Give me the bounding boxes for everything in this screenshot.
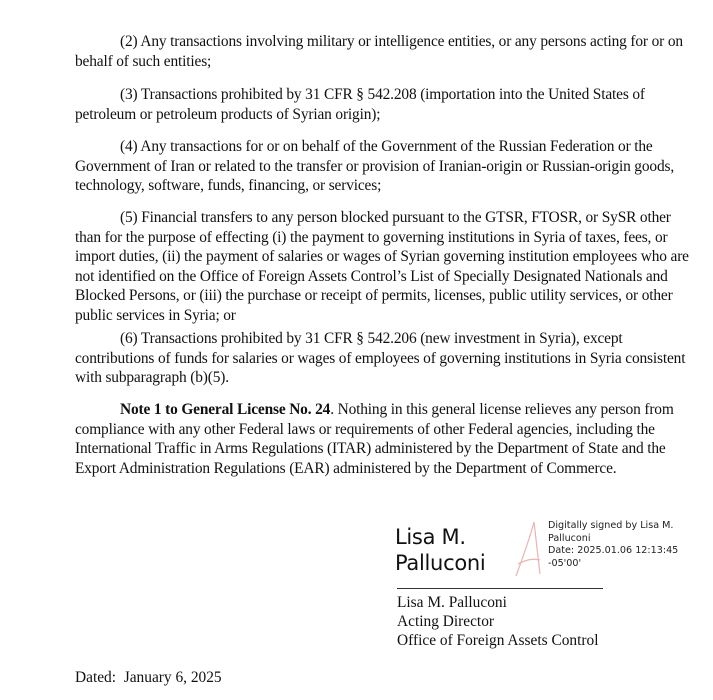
signature-line-1: Lisa M.	[395, 525, 466, 549]
note-paragraph	[75, 400, 690, 478]
signatory-title: Acting Director	[397, 613, 495, 630]
dated-value: January 6, 2025	[123, 669, 222, 686]
dated-line	[75, 668, 222, 687]
paragraph-text: Financial transfers to any person blocked pursuant to the GTSR, FTOSR, or SySR other than for the purpose of effecting (i) the payment to governing institutions in Syria of taxes, fees, or import duties, (ii) the payment of salaries or wages of Syrian governing institution employees who are not identified on the Office of Foreign Assets Control’s List of Specially Designated Nationals and Blocked Persons, or (iii) the purchase or receipt of permits, licenses, public utility services, or other public services in Syria; or	[75, 209, 689, 324]
dated-label: Dated:	[75, 669, 117, 686]
paragraph-3	[75, 85, 690, 124]
paragraph-6	[75, 329, 690, 388]
digital-timezone: -05'00'	[548, 557, 582, 569]
signature-line	[397, 588, 603, 589]
signature-line-2: Palluconi	[395, 551, 486, 575]
paragraph-number: (2)	[120, 33, 138, 50]
signatory-office: Office of Foreign Assets Control	[397, 632, 599, 649]
handwritten-signature	[395, 524, 485, 576]
note-text: . Nothing in this general license relieves any person from compliance with any other Federal laws or requirements of other Federal agencies, including the International Traffic in Arms Regulations (ITAR) administered by the Department of State and the Export Administration Regulations (EAR) administered by the Department of Commerce.	[75, 401, 674, 477]
paragraph-text: Transactions prohibited by 31 CFR § 542.208 (importation into the United States of petroleum or petroleum products of Syrian origin);	[75, 86, 645, 123]
paragraph-number: (5)	[120, 209, 138, 226]
note-title: Note 1 to General License No. 24	[120, 401, 331, 418]
paragraph-text: Any transactions for or on behalf of the Government of the Russian Federation or the Government of Iran or related to the transfer or provision of Iranian-origin or Russian-origin goods, technology, software, funds, financing, or services;	[75, 138, 675, 194]
paragraph-number: (6)	[120, 330, 138, 347]
paragraph-2	[75, 32, 690, 71]
digital-date: Date: 2025.01.06 12:13:45	[548, 545, 679, 556]
paragraph-number: (4)	[120, 138, 138, 155]
paragraph-number: (3)	[120, 86, 138, 103]
adobe-signature-mark-icon	[512, 520, 542, 580]
paragraph-text: Any transactions involving military or intelligence entities, or any persons acting for or on behalf of such entities;	[75, 33, 683, 70]
digital-signature-info	[548, 520, 708, 570]
digital-signed-by: Digitally signed by Lisa M.	[548, 520, 674, 531]
paragraph-5	[75, 208, 690, 325]
signatory-block	[397, 593, 598, 650]
digital-signer-name: Palluconi	[548, 532, 591, 544]
paragraph-text: Transactions prohibited by 31 CFR § 542.206 (new investment in Syria), except contributions of funds for salaries or wages of employees of governing institutions in Syria consistent with subparagraph (b)(5).	[75, 330, 686, 386]
paragraph-4	[75, 137, 690, 196]
signatory-name: Lisa M. Palluconi	[397, 594, 507, 611]
